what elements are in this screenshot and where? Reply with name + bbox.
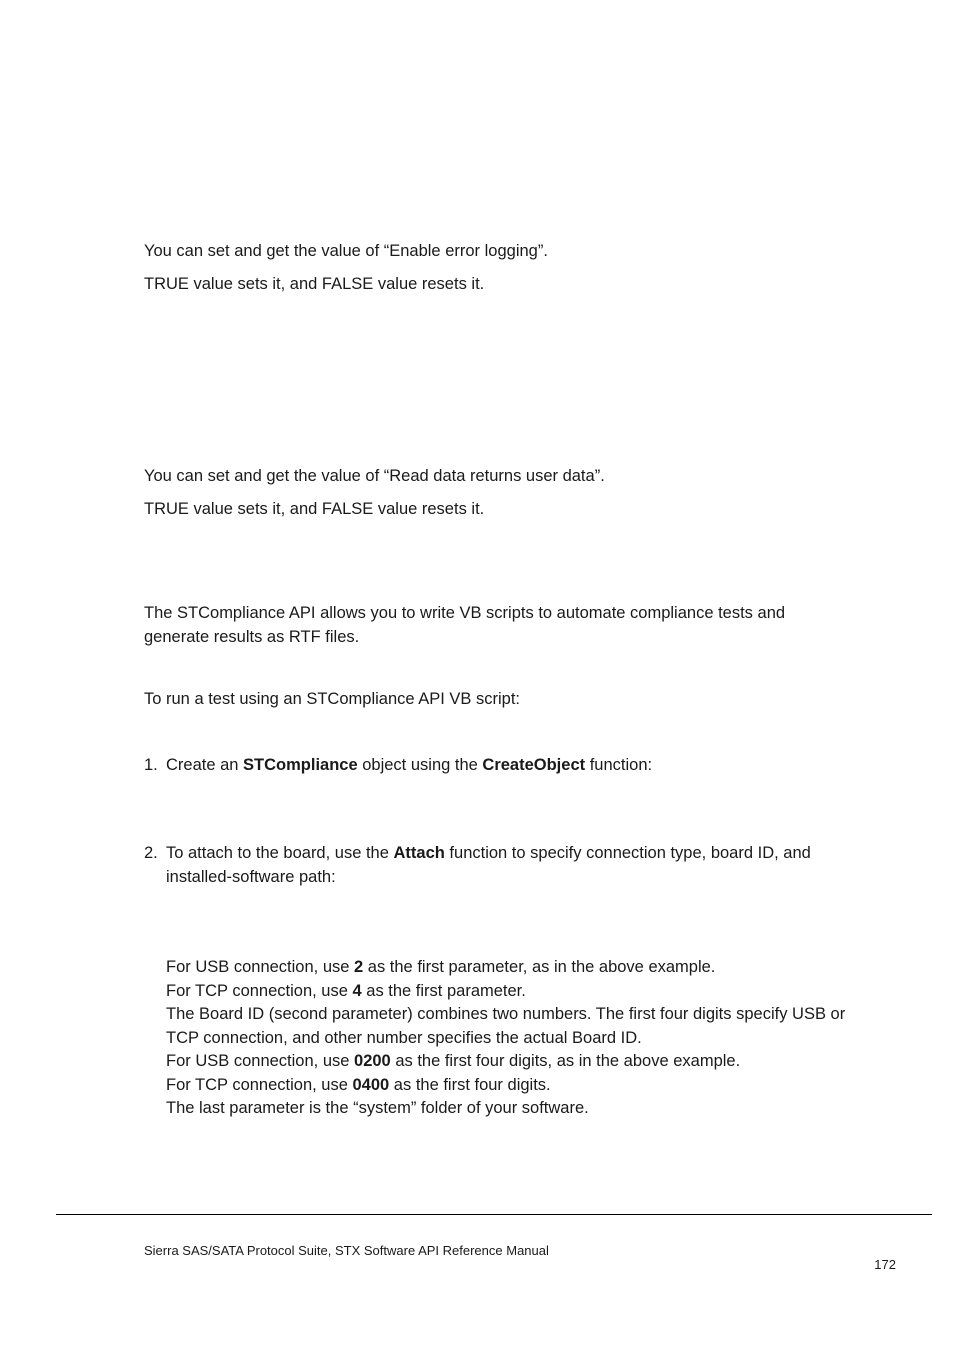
paragraph: generate results as RTF files. [144,628,360,646]
note-line: For USB connection, use 0200 as the first four digits, as in the above example. [166,1052,741,1070]
paragraph: You can set and get the value of “Enable error logging”. [144,242,548,260]
note-line: TCP connection, and other number specifies the actual Board ID. [166,1029,642,1047]
note-line: For USB connection, use 2 as the first parameter, as in the above example. [166,958,716,976]
bold-term: STCompliance [243,756,358,774]
footer-divider [56,1214,932,1215]
note-line: For TCP connection, use 4 as the first parameter. [166,982,526,1000]
paragraph: TRUE value sets it, and FALSE value resets it. [144,500,485,518]
page-number: 172 [874,1257,896,1272]
bold-term: Attach [393,844,445,862]
step-text: To attach to the board, use the Attach function to specify connection type, board ID, and [166,844,811,862]
paragraph: TRUE value sets it, and FALSE value resets it. [144,275,485,293]
step-number: 1. [144,756,158,774]
paragraph: You can set and get the value of “Read data returns user data”. [144,467,605,485]
step-number: 2. [144,844,158,862]
footer-title: Sierra SAS/SATA Protocol Suite, STX Software API Reference Manual [144,1243,549,1258]
howto-paragraph: To run a test using an STCompliance API VB script: [144,690,521,708]
step-text: Create an STCompliance object using the CreateObject function: [166,756,653,774]
note-line: The Board ID (second parameter) combines two numbers. The first four digits specify USB or [166,1005,846,1023]
step-text: installed-software path: [166,868,336,886]
bold-term: CreateObject [482,756,586,774]
note-line: The last parameter is the “system” folder of your software. [166,1099,589,1117]
note-line: For TCP connection, use 0400 as the first four digits. [166,1076,551,1094]
paragraph: The STCompliance API allows you to write VB scripts to automate compliance tests and [144,604,786,622]
